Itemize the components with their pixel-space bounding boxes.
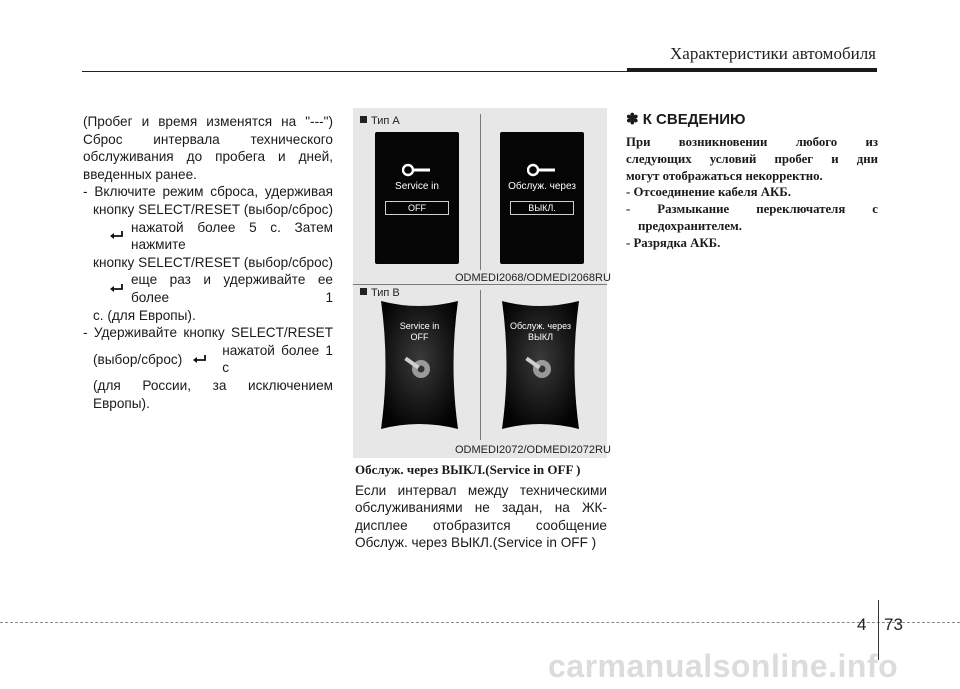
lcd-status-box: OFF <box>385 201 449 215</box>
left-column-text <box>83 113 333 412</box>
list-item: - Отсоединение кабеля АКБ. <box>626 185 791 200</box>
figure-divider <box>480 114 481 270</box>
enter-icon <box>109 280 125 298</box>
cluster-status: OFF <box>410 332 429 342</box>
chapter-number: 4 <box>857 615 867 634</box>
text-line: Если интервал между техническими <box>355 483 607 498</box>
text-line: дисплее отобразится сообщение <box>355 517 607 533</box>
lcd-screen-service-in-off <box>375 132 459 264</box>
text-line-with-icon <box>83 219 333 254</box>
figure-divider <box>353 284 607 285</box>
text-line: При возникновении любого из <box>626 135 878 149</box>
figure-divider <box>480 290 481 440</box>
paragraph-reset-intro <box>83 113 333 183</box>
figure-code-type-a: ODMEDI2068/ODMEDI2068RU <box>455 272 611 284</box>
text-line: кнопку SELECT/RESET (выбор/сброс) <box>93 201 333 217</box>
wrench-icon <box>527 163 557 182</box>
enter-icon <box>109 227 125 245</box>
figure-code-type-b: ODMEDI2072/ODMEDI2072RU <box>455 444 611 456</box>
list-item-europe <box>83 183 333 324</box>
footer-dashed-rule <box>0 622 960 623</box>
text-line: обслуживаниями не задан, на ЖК- <box>355 500 607 516</box>
list-item-russia <box>83 324 333 412</box>
text-line: - Удерживайте кнопку SELECT/RESET <box>83 325 333 341</box>
lcd-message: Service in <box>395 181 439 192</box>
list-item: - Разрядка АКБ. <box>626 235 721 250</box>
wrench-gear-icon <box>401 355 435 385</box>
text-line: с. (для Европы). <box>93 307 196 323</box>
text-line: (выбор/сброс) <box>93 351 183 367</box>
wrench-gear-icon <box>522 355 556 385</box>
text-line-with-icon <box>83 271 333 306</box>
text-line: нажатой более 1 с <box>222 342 333 376</box>
cluster-message: Service in <box>399 321 440 331</box>
header-rule-accent <box>627 68 877 72</box>
cluster-status: ВЫКЛ <box>527 332 554 342</box>
info-note <box>626 110 878 252</box>
cluster-display-service-in-off <box>375 297 464 433</box>
text-line: нажатой более 5 с. Затем нажмите <box>131 219 333 253</box>
lcd-message: Обслуж. через <box>508 181 576 192</box>
caption-title: Обслуж. через ВЫКЛ.(Service in OFF ) <box>355 462 581 477</box>
list-item: - Размыкание переключателя с <box>626 202 878 217</box>
text-line: - Включите режим сброса, удерживая <box>83 184 333 200</box>
header-rule <box>82 71 627 72</box>
watermark: carmanualsonline.info <box>548 648 899 684</box>
enter-icon <box>192 351 208 369</box>
figure-caption <box>355 462 607 552</box>
wrench-icon <box>402 163 432 182</box>
text-line: кнопку SELECT/RESET (выбор/сброс) <box>93 254 333 270</box>
cluster-display-service-in-off-ru <box>496 297 585 433</box>
lcd-status-box: ВЫКЛ. <box>510 201 574 215</box>
list-item-continued: предохранителем. <box>638 218 742 233</box>
text-line-with-icon <box>83 342 333 377</box>
cluster-message: Обслуж. через <box>509 321 572 331</box>
text-line: Обслуж. через ВЫКЛ.(Service in OFF ) <box>355 535 597 551</box>
lcd-screen-service-in-off-ru <box>500 132 584 264</box>
text-line: введенных ранее. <box>83 166 197 182</box>
square-bullet-icon <box>360 116 367 123</box>
text-line: обслуживания до пробега и дней, <box>83 149 333 165</box>
text-line: (для России, за исключением Европы). <box>93 377 333 411</box>
figure-label-type-a <box>360 115 400 127</box>
page-number: 73 <box>884 615 903 634</box>
text-line: (Пробег и время изменятся на "---") <box>83 114 333 129</box>
figure-label-text: Тип B <box>371 287 400 299</box>
text-line: еще раз и удерживайте ее более 1 <box>131 272 333 305</box>
text-line: следующих условий пробег и дни <box>626 151 878 166</box>
text-line: могут отображаться некорректно. <box>626 168 823 183</box>
text-line: Сброс интервала технического <box>83 131 333 147</box>
info-title: ✽ К СВЕДЕНИЮ <box>626 111 746 128</box>
figure-label-text: Тип A <box>371 115 400 127</box>
page-header-title: Характеристики автомобиля <box>670 44 876 63</box>
square-bullet-icon <box>360 288 367 295</box>
